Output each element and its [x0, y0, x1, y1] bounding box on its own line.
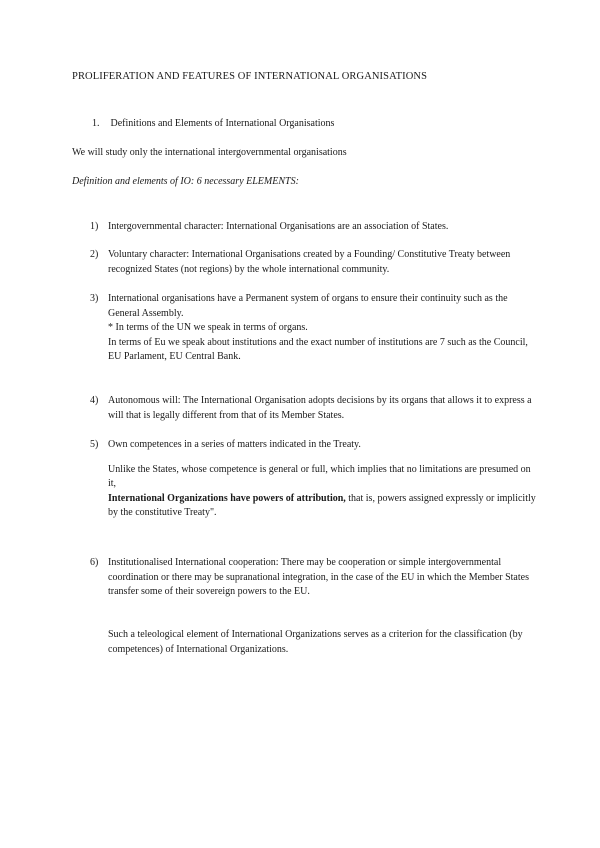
- list-item: [90, 394, 540, 423]
- item-number: 1): [90, 221, 99, 232]
- item-text: International organisations have a Permanent system of organs to ensure their continuity such as the General Assembly.: [108, 293, 508, 319]
- item-number: 5): [90, 439, 99, 450]
- item-paragraph: Unlike the States, whose competence is general or full, which implies that no limitations are presumed on it,: [108, 463, 531, 489]
- item-number: 4): [90, 395, 99, 406]
- item-text: Own competences in a series of matters indicated in the Treaty.: [108, 439, 361, 450]
- item-note: In terms of Eu we speak about institutions and the exact number of institutions are 7 such as the Council, EU Parlament, EU Central Bank.: [108, 336, 528, 362]
- section-label: Definitions and Elements of International Organisations: [110, 118, 335, 129]
- item-text: Intergovernmental character: International Organisations are an association of States.: [108, 221, 449, 232]
- definition-heading: Definition and elements of IO: 6 necessary ELEMENTS:: [72, 176, 299, 187]
- bold-phrase: International Organizations have powers of attribution,: [108, 492, 346, 504]
- item-paragraph-tail: that is, powers assigned expressly or implicitly by the constitutive Treaty".: [108, 492, 536, 518]
- section-heading: [92, 117, 334, 132]
- item-number: 3): [90, 293, 99, 304]
- item-number: 2): [90, 249, 99, 260]
- item-text: Autonomous will: The International Organisation adopts decisions by its organs that allows it to express a will that is legally different from that of its Member States.: [108, 395, 532, 421]
- intro-paragraph: We will study only the international intergovernmental organisations: [72, 147, 347, 158]
- section-number: 1.: [92, 118, 100, 129]
- item-text: Voluntary character: International Organisations created by a Founding/ Constitutive Treaty between recognized States (not regions) by the whole international community.: [108, 249, 511, 275]
- list-item: [90, 248, 540, 277]
- list-item: [90, 556, 540, 600]
- document-title: PROLIFERATION AND FEATURES OF INTERNATIONAL ORGANISATIONS: [72, 71, 428, 82]
- closing-paragraph: Such a teleological element of International Organizations serves as a criterion for the classification (by competences) of International Organizations.: [108, 629, 523, 655]
- list-item: [90, 438, 540, 521]
- item-text: Institutionalised International cooperation: There may be cooperation or simple intergovernmental coordination or there may be supranational integration, in the case of the EU in which the Member States transfer some of their sovereign powers to the EU.: [108, 557, 529, 597]
- item-note: * In terms of the UN we speak in terms of organs.: [108, 322, 308, 333]
- list-item: [90, 220, 540, 235]
- item-paragraph-attribution: [108, 492, 540, 521]
- list-item: [90, 292, 540, 365]
- item-number: 6): [90, 557, 99, 568]
